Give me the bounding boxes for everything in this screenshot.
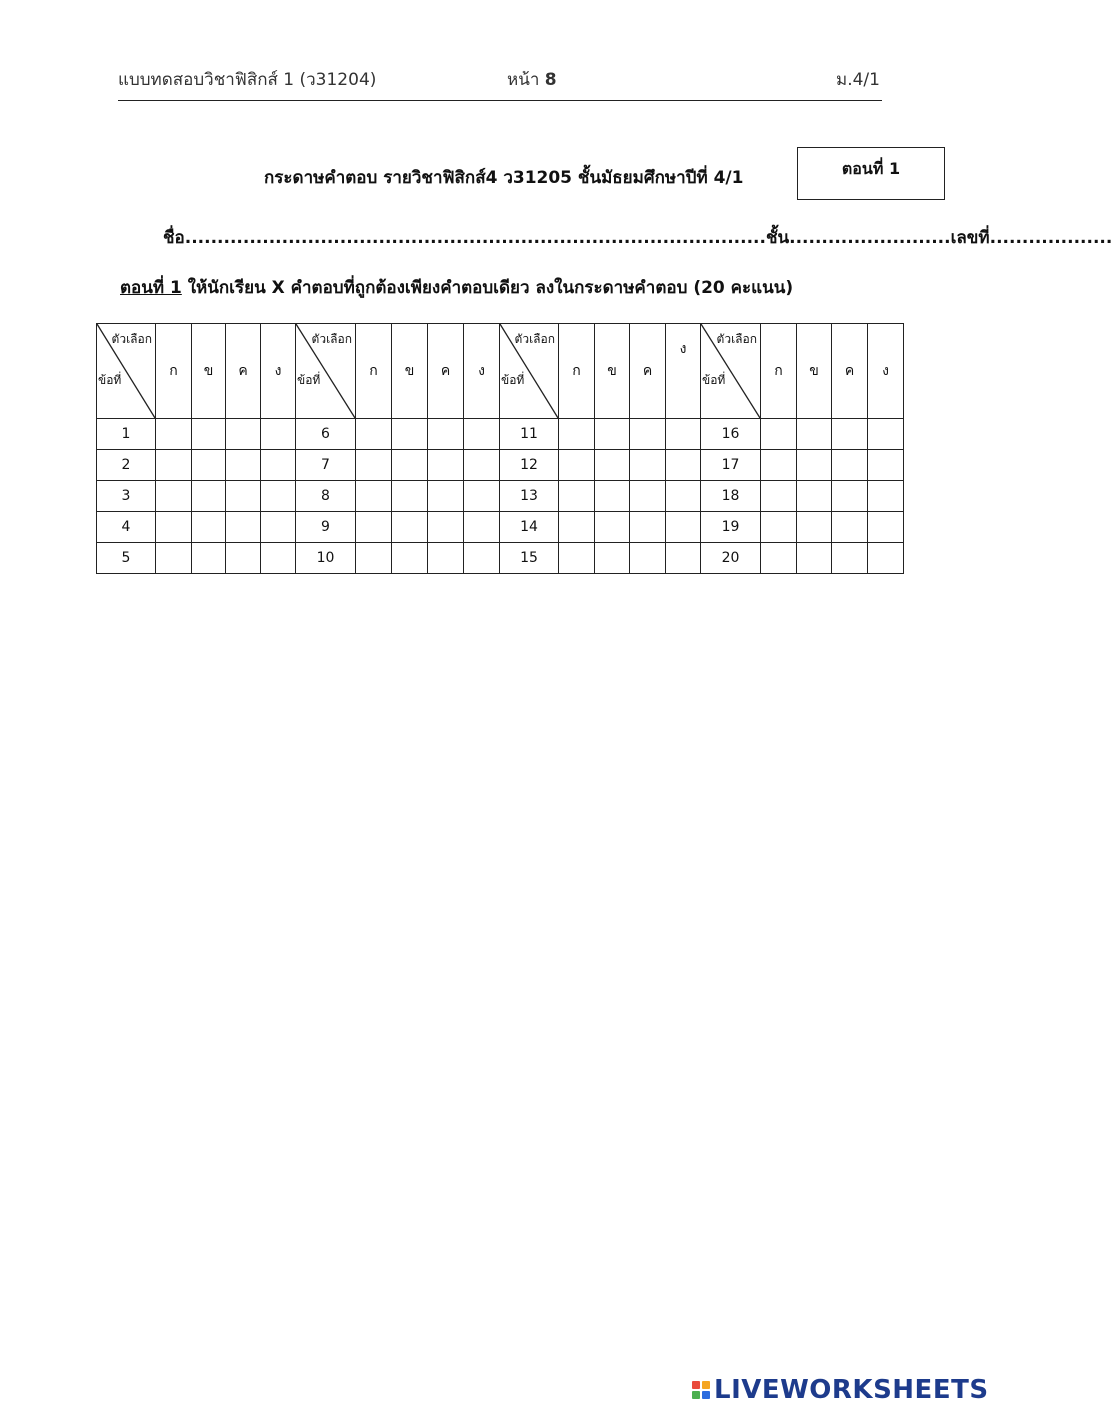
answer-table <box>96 323 904 574</box>
choice-header: ง <box>464 324 500 419</box>
table-row <box>97 512 904 543</box>
answer-cell[interactable] <box>428 450 464 481</box>
answer-cell[interactable] <box>156 512 192 543</box>
choice-header: ค <box>428 324 464 419</box>
answer-cell[interactable] <box>156 543 192 574</box>
answer-cell[interactable] <box>868 481 904 512</box>
answer-cell[interactable] <box>832 450 868 481</box>
liveworksheets-wordmark: LIVEWORKSHEETS <box>714 1375 989 1405</box>
answer-cell[interactable] <box>630 450 666 481</box>
logo-square-icon <box>702 1391 710 1399</box>
choice-header: ข <box>392 324 428 419</box>
header-page <box>507 66 557 93</box>
answer-cell[interactable] <box>356 481 392 512</box>
diag-label-item: ข้อที่ <box>297 373 321 387</box>
answer-cell[interactable] <box>392 512 428 543</box>
logo-square-icon <box>692 1391 700 1399</box>
table-row <box>97 543 904 574</box>
question-number: 14 <box>500 512 559 543</box>
answer-cell[interactable] <box>761 543 797 574</box>
logo-square-icon <box>702 1381 710 1389</box>
answer-cell[interactable] <box>392 419 428 450</box>
question-number: 4 <box>97 512 156 543</box>
answer-cell[interactable] <box>868 419 904 450</box>
answer-cell[interactable] <box>559 512 595 543</box>
answer-cell[interactable] <box>464 450 500 481</box>
answer-cell[interactable] <box>226 450 261 481</box>
answer-cell[interactable] <box>797 512 832 543</box>
question-number: 6 <box>296 419 356 450</box>
question-number: 9 <box>296 512 356 543</box>
answer-cell[interactable] <box>428 512 464 543</box>
answer-cell[interactable] <box>156 419 192 450</box>
diag-label-choice: ตัวเลือก <box>716 332 757 346</box>
header-class: ม.4/1 <box>836 70 880 90</box>
instruction-label: ตอนที่ 1 <box>120 278 182 298</box>
question-number: 15 <box>500 543 559 574</box>
answer-cell[interactable] <box>797 419 832 450</box>
table-header-row <box>97 324 904 419</box>
answer-cell[interactable] <box>464 481 500 512</box>
answer-cell[interactable] <box>761 481 797 512</box>
answer-cell[interactable] <box>761 512 797 543</box>
choice-header: ก <box>761 324 797 419</box>
answer-cell[interactable] <box>261 481 296 512</box>
diagonal-header-cell <box>296 324 356 419</box>
header-page-prefix: หน้า <box>507 70 545 90</box>
answer-cell[interactable] <box>832 481 868 512</box>
answer-cell[interactable] <box>356 512 392 543</box>
answer-cell[interactable] <box>868 450 904 481</box>
choice-header: ข <box>595 324 630 419</box>
liveworksheets-icon <box>692 1381 710 1399</box>
answer-cell[interactable] <box>192 543 226 574</box>
answer-cell[interactable] <box>226 481 261 512</box>
answer-cell[interactable] <box>392 450 428 481</box>
answer-cell[interactable] <box>261 450 296 481</box>
instruction <box>120 274 793 301</box>
question-number: 3 <box>97 481 156 512</box>
diag-label-item: ข้อที่ <box>501 373 525 387</box>
answer-cell[interactable] <box>464 419 500 450</box>
answer-cell[interactable] <box>832 419 868 450</box>
answer-cell[interactable] <box>666 512 701 543</box>
choice-header: ก <box>356 324 392 419</box>
answer-cell[interactable] <box>356 450 392 481</box>
diag-label-choice: ตัวเลือก <box>311 332 352 346</box>
answer-cell[interactable] <box>192 419 226 450</box>
instruction-text: ให้นักเรียน X คำตอบที่ถูกต้องเพียงคำตอบเดียว ลงในกระดาษคำตอบ (20 คะแนน) <box>181 278 794 298</box>
question-number: 1 <box>97 419 156 450</box>
answer-cell[interactable] <box>356 543 392 574</box>
choice-header: ก <box>156 324 192 419</box>
answer-cell[interactable] <box>261 543 296 574</box>
choice-header: ง <box>868 324 904 419</box>
name-class-number-line[interactable]: ชื่อ..........................................................................................ชั้น.........................เลขที่................... <box>163 228 1112 248</box>
table-row <box>97 419 904 450</box>
part-box <box>797 147 945 200</box>
answer-cell[interactable] <box>797 481 832 512</box>
answer-cell[interactable] <box>868 543 904 574</box>
answer-cell[interactable] <box>192 481 226 512</box>
answer-cell[interactable] <box>630 481 666 512</box>
answer-cell[interactable] <box>192 450 226 481</box>
answer-cell[interactable] <box>428 543 464 574</box>
answer-cell[interactable] <box>156 450 192 481</box>
choice-header: ก <box>559 324 595 419</box>
choice-header: ค <box>630 324 666 419</box>
answer-cell[interactable] <box>832 512 868 543</box>
answer-cell[interactable] <box>559 543 595 574</box>
answer-cell[interactable] <box>832 543 868 574</box>
diagonal-header-cell <box>701 324 761 419</box>
answer-cell[interactable] <box>797 543 832 574</box>
answer-cell[interactable] <box>559 481 595 512</box>
answer-cell[interactable] <box>156 481 192 512</box>
question-number: 8 <box>296 481 356 512</box>
question-number: 18 <box>701 481 761 512</box>
answer-cell[interactable] <box>666 481 701 512</box>
answer-cell[interactable] <box>261 512 296 543</box>
page-title: กระดาษคำตอบ รายวิชาฟิสิกส์4 ว31205 ชั้นมัธยมศึกษาปีที่ 4/1 <box>264 168 744 188</box>
choice-header: ง <box>666 324 701 419</box>
answer-cell[interactable] <box>761 419 797 450</box>
logo-square-icon <box>692 1381 700 1389</box>
answer-cell[interactable] <box>356 419 392 450</box>
answer-cell[interactable] <box>761 450 797 481</box>
choice-header: ค <box>832 324 868 419</box>
answer-cell[interactable] <box>595 419 630 450</box>
part-box-label: ตอนที่ 1 <box>841 159 901 178</box>
question-number: 2 <box>97 450 156 481</box>
choice-header: ข <box>797 324 832 419</box>
answer-cell[interactable] <box>192 512 226 543</box>
question-number: 13 <box>500 481 559 512</box>
answer-cell[interactable] <box>797 450 832 481</box>
question-number: 11 <box>500 419 559 450</box>
choice-header: ค <box>226 324 261 419</box>
answer-cell[interactable] <box>464 512 500 543</box>
table-row <box>97 450 904 481</box>
header-divider <box>118 100 882 101</box>
answer-cell[interactable] <box>630 512 666 543</box>
liveworksheets-logo <box>692 1375 989 1405</box>
header-page-number: 8 <box>544 70 557 90</box>
answer-cell[interactable] <box>428 419 464 450</box>
answer-cell[interactable] <box>464 543 500 574</box>
answer-cell[interactable] <box>595 543 630 574</box>
answer-cell[interactable] <box>392 543 428 574</box>
answer-cell[interactable] <box>595 450 630 481</box>
diagonal-header-cell <box>97 324 156 419</box>
diag-label-choice: ตัวเลือก <box>111 332 152 346</box>
answer-cell[interactable] <box>559 419 595 450</box>
diag-label-choice: ตัวเลือก <box>514 332 555 346</box>
answer-cell[interactable] <box>392 481 428 512</box>
question-number: 7 <box>296 450 356 481</box>
question-number: 19 <box>701 512 761 543</box>
question-number: 5 <box>97 543 156 574</box>
header-subject: แบบทดสอบวิชาฟิสิกส์ 1 (ว31204) <box>118 70 377 90</box>
answer-cell[interactable] <box>428 481 464 512</box>
answer-cell[interactable] <box>666 419 701 450</box>
question-number: 10 <box>296 543 356 574</box>
choice-header: ข <box>192 324 226 419</box>
answer-cell[interactable] <box>595 481 630 512</box>
answer-cell[interactable] <box>261 419 296 450</box>
question-number: 16 <box>701 419 761 450</box>
question-number: 20 <box>701 543 761 574</box>
choice-header: ง <box>261 324 296 419</box>
answer-cell[interactable] <box>666 543 701 574</box>
answer-cell[interactable] <box>226 543 261 574</box>
answer-cell[interactable] <box>630 419 666 450</box>
answer-cell[interactable] <box>226 512 261 543</box>
answer-cell[interactable] <box>630 543 666 574</box>
answer-cell[interactable] <box>868 512 904 543</box>
question-number: 12 <box>500 450 559 481</box>
answer-cell[interactable] <box>226 419 261 450</box>
answer-cell[interactable] <box>666 450 701 481</box>
diag-label-item: ข้อที่ <box>98 373 122 387</box>
table-row <box>97 481 904 512</box>
diag-label-item: ข้อที่ <box>702 373 726 387</box>
diagonal-header-cell <box>500 324 559 419</box>
answer-cell[interactable] <box>559 450 595 481</box>
answer-cell[interactable] <box>595 512 630 543</box>
question-number: 17 <box>701 450 761 481</box>
